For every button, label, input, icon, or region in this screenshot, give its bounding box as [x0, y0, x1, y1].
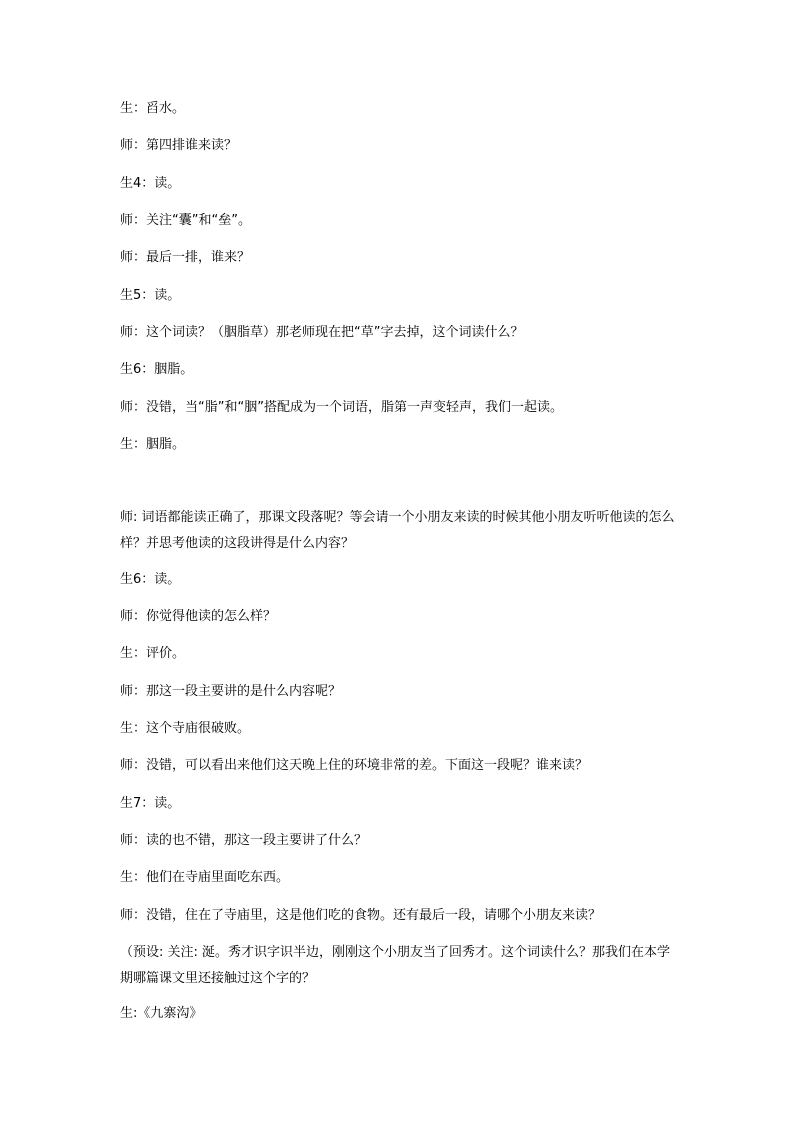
dialogue-line: 生6：胭脂。	[120, 362, 194, 377]
dialogue-line: 师：没错，可以看出来他们这天晚上住的环境非常的差。下面这一段呢？谁来读？	[120, 758, 589, 773]
dialogue-line: 师：没错，住在了寺庙里，这是他们吃的食物。还有最后一段，请哪个小朋友来读？	[120, 908, 602, 923]
dialogue-line: 师：那这一段主要讲的是什么内容呢？	[120, 684, 342, 699]
dialogue-line: 师：第四排谁来读？	[120, 138, 238, 153]
dialogue-paragraph: （预设: 关注: 涎。秀才识字识半边，刚刚这个小朋友当了回秀才。这个词读什么？那我们在本学期哪篇课文里还接触过这个字的？	[120, 945, 671, 986]
dialogue-line: 生:《九寨沟》	[120, 1006, 203, 1021]
dialogue-line: 师：最后一排，谁来？	[120, 250, 251, 265]
dialogue-line: 师：关注“囊”和“垒”。	[120, 213, 251, 228]
dialogue-line: 生：这个寺庙很破败。	[120, 721, 251, 736]
dialogue-line: 生7：读。	[120, 796, 181, 811]
dialogue-line: 生4：读。	[120, 176, 181, 191]
dialogue-line: 师：这个词读？（胭脂草）那老师现在把“草”字去掉，这个词读什么？	[120, 325, 524, 340]
dialogue-line: 生：他们在寺庙里面吃东西。	[120, 870, 290, 885]
dialogue-line: 生5：读。	[120, 288, 181, 303]
dialogue-paragraph: 师: 词语都能读正确了，那课文段落呢？等会请一个小朋友来读的时候其他小朋友听听他读的怎么样？并思考他读的这段讲得是什么内容？	[120, 510, 675, 551]
dialogue-line: 师：你觉得他读的怎么样？	[120, 609, 277, 624]
dialogue-line: 生6：读。	[120, 572, 181, 587]
dialogue-line: 生：舀水。	[120, 101, 186, 116]
dialogue-line: 生：胭脂。	[120, 437, 186, 452]
dialogue-line: 师：读的也不错，那这一段主要讲了什么？	[120, 833, 368, 848]
dialogue-line: 师：没错，当“脂”和“胭”搭配成为一个词语，脂第一声变轻声，我们一起读。	[120, 400, 563, 415]
dialogue-line: 生：评价。	[120, 646, 186, 661]
